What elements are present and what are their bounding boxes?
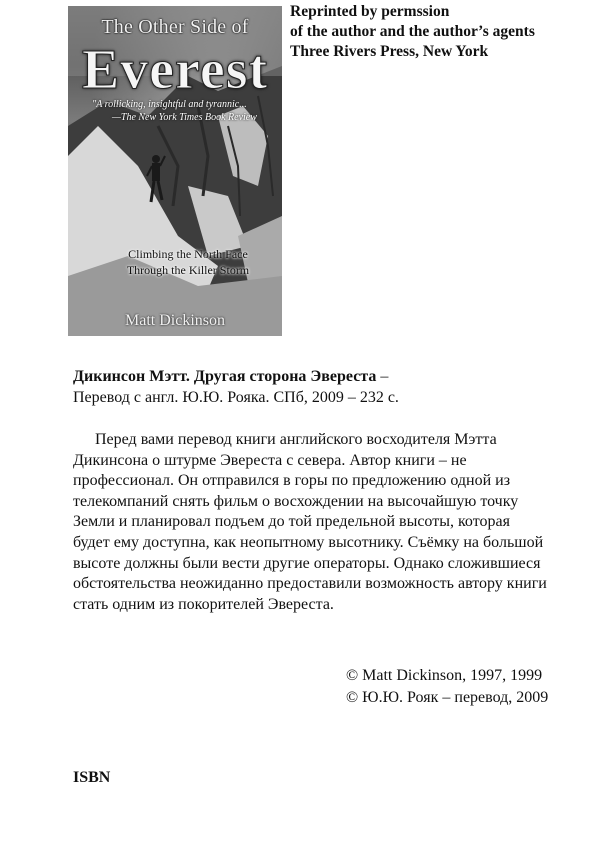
cover-title-big: Everest <box>81 39 269 101</box>
isbn-label: ISBN <box>73 769 111 786</box>
copyright-translation: © Ю.Ю. Рояк – перевод, 2009 <box>346 689 549 706</box>
copyright-block <box>346 665 586 709</box>
reprint-line-2: of the author and the author’s agents <box>290 23 535 40</box>
annotation-paragraph <box>73 430 583 615</box>
cover-quote-text: "A rollicking, insightful and tyrannic... <box>92 99 247 110</box>
annotation-line: Перед вами перевод книги английского восходителя Мэтта <box>95 431 497 448</box>
bib-dash: – <box>376 368 389 385</box>
bib-line-2: Перевод с англ. Ю.Ю. Рояка. СПб, 2009 – 232 с. <box>73 389 399 406</box>
cover-subtitle <box>98 246 278 278</box>
annotation-line: будет ему доступна, как неопытному высотнику. Съёмку на большой <box>73 533 544 551</box>
reprint-line-1: Reprinted by permssion <box>290 3 450 20</box>
bib-line-1 <box>73 366 583 387</box>
reprint-notice <box>290 2 590 62</box>
cover-subtitle-line1: Climbing the North Face <box>128 247 248 261</box>
climber-figure <box>146 154 166 204</box>
annotation-line: телекомпаний снять фильм о восхождении на высочайшую точку <box>73 492 519 510</box>
book-cover-image <box>68 6 282 336</box>
bibliographic-entry <box>73 366 583 408</box>
reprint-line-3: Three Rivers Press, New York <box>290 43 489 60</box>
cover-subtitle-line2: Through the Killer Storm <box>126 263 250 277</box>
annotation-line: стать одним из покорителей Эвереста. <box>73 595 334 613</box>
annotation-line: обстоятельства неожиданно предоставили возможность автору книги <box>73 575 547 593</box>
annotation-line: высоте должны были вести другие операторы. Однако сложившиеся <box>73 554 541 572</box>
bib-author-title: Дикинсон Мэтт. Другая сторона Эвереста <box>73 368 377 385</box>
annotation-line: Земли и планировал подъем до той предельной высоты, которая <box>73 513 510 531</box>
cover-quote <box>92 98 282 124</box>
annotation-line: Дикинсона о штурме Эвереста с севера. Автор книги – не <box>73 451 467 469</box>
annotation-line: профессионал. Он отправился в горы по предложению одной из <box>73 472 511 490</box>
cover-quote-source: —The New York Times Book Review <box>112 112 257 123</box>
cover-author: Matt Dickinson <box>125 312 225 329</box>
copyright-original: © Matt Dickinson, 1997, 1999 <box>346 667 543 684</box>
cover-title-small: The Other Side of <box>101 16 249 38</box>
